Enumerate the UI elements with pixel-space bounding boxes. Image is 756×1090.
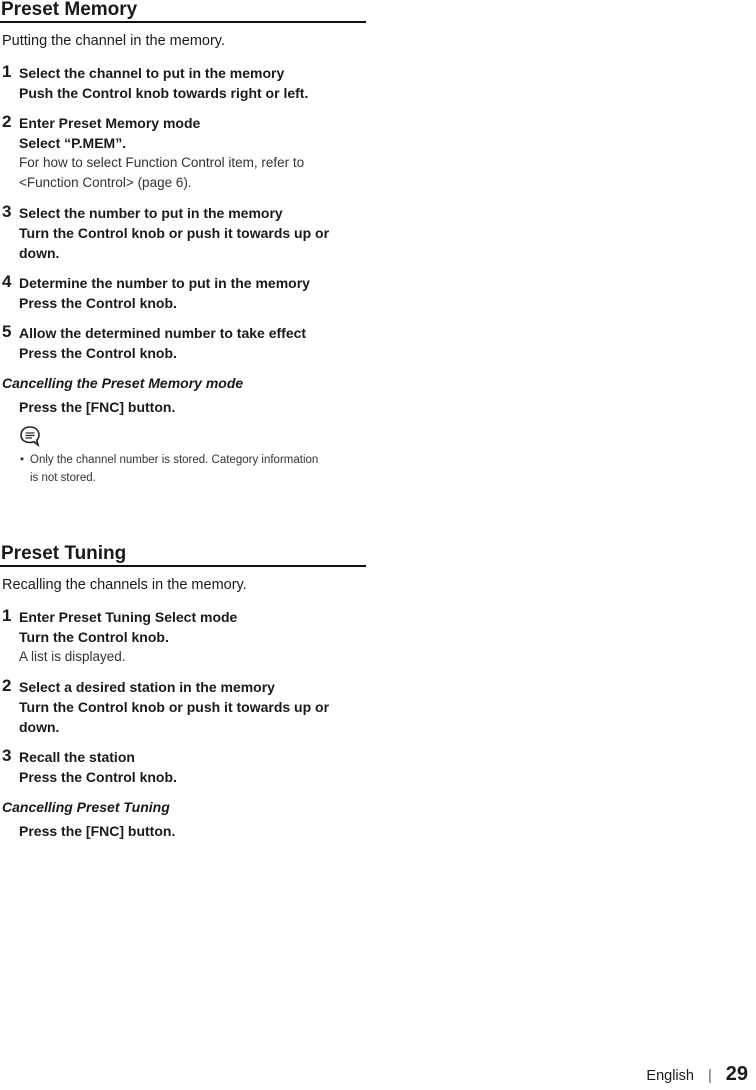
- note-bullet: •: [20, 454, 25, 466]
- step-note: For how to select Function Control item, refer to: [19, 155, 305, 170]
- section-intro: Putting the channel in the memory.: [2, 33, 225, 49]
- note-text: Only the channel number is stored. Category information: [30, 454, 319, 466]
- section-title: Preset Tuning: [0, 544, 366, 567]
- step-heading: Select a desired station in the memory: [19, 679, 275, 695]
- step-number: 1: [2, 62, 12, 81]
- section-intro: Recalling the channels in the memory.: [2, 577, 247, 593]
- step-instruction: down.: [19, 719, 60, 735]
- step-5: [0, 323, 366, 363]
- step-number: 4: [2, 272, 12, 291]
- section-title: Preset Memory: [0, 0, 366, 23]
- step-1: [0, 63, 366, 103]
- step-heading: Determine the number to put in the memory: [19, 275, 310, 291]
- step-instruction: Press the Control knob.: [19, 295, 177, 311]
- step-1: [0, 607, 366, 667]
- step-heading: Enter Preset Memory mode: [19, 115, 201, 131]
- section-preset-memory: [0, 0, 366, 487]
- step-instruction: Push the Control knob towards right or left.: [19, 85, 309, 101]
- step-heading: Enter Preset Tuning Select mode: [19, 609, 238, 625]
- cancel-instruction: Press the [FNC] button.: [19, 399, 176, 415]
- step-2: [0, 113, 366, 193]
- note-speech-bubble-icon: [19, 425, 41, 447]
- note-text: is not stored.: [30, 472, 96, 484]
- section-preset-tuning: [0, 544, 366, 841]
- step-instruction: Turn the Control knob.: [19, 629, 169, 645]
- step-3: [0, 747, 366, 787]
- step-heading: Allow the determined number to take effect: [19, 325, 307, 341]
- step-instruction: down.: [19, 245, 60, 261]
- step-note: <Function Control> (page 6).: [19, 175, 192, 190]
- step-instruction: Press the Control knob.: [19, 769, 177, 785]
- step-number: 2: [2, 676, 12, 695]
- page-footer: [646, 1063, 748, 1086]
- step-number: 5: [2, 322, 12, 341]
- step-heading: Recall the station: [19, 749, 135, 765]
- note-item: [0, 451, 366, 487]
- step-number: 2: [2, 112, 12, 131]
- page-number: 29: [725, 1063, 748, 1085]
- step-number: 1: [2, 606, 12, 625]
- cancel-heading: Cancelling Preset Tuning: [2, 799, 170, 815]
- step-instruction: Turn the Control knob or push it towards up or: [19, 225, 330, 241]
- step-number: 3: [2, 202, 12, 221]
- cancel-heading: Cancelling the Preset Memory mode: [2, 375, 244, 391]
- step-number: 3: [2, 746, 12, 765]
- cancel-instruction: Press the [FNC] button.: [19, 823, 176, 839]
- step-note: A list is displayed.: [19, 649, 126, 664]
- step-3: [0, 203, 366, 263]
- step-2: [0, 677, 366, 737]
- footer-language: English: [646, 1068, 694, 1084]
- step-heading: Select the number to put in the memory: [19, 205, 283, 221]
- step-instruction: Select “P.MEM”.: [19, 135, 127, 151]
- footer-separator: |: [707, 1068, 712, 1084]
- step-heading: Select the channel to put in the memory: [19, 65, 285, 81]
- step-4: [0, 273, 366, 313]
- step-instruction: Press the Control knob.: [19, 345, 177, 361]
- step-instruction: Turn the Control knob or push it towards up or: [19, 699, 330, 715]
